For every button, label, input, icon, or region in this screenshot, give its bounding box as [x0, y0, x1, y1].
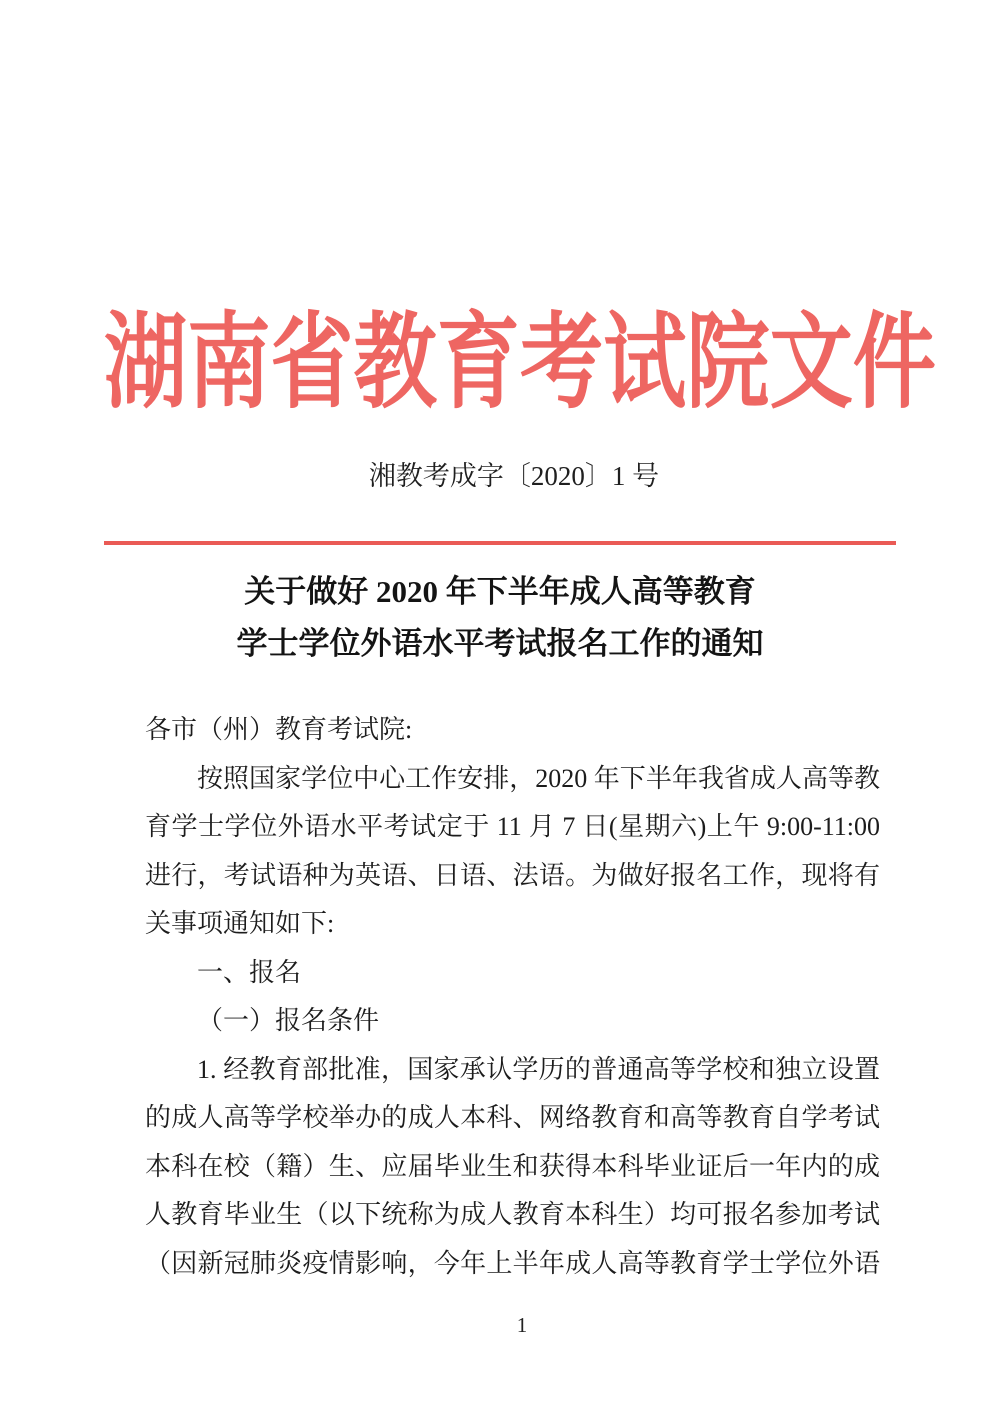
body-line: 关事项通知如下:	[145, 909, 335, 938]
red-divider-rule	[104, 541, 896, 545]
body-line: （因新冠肺炎疫情影响，今年上半年成人高等教育学士学位外语	[145, 1248, 880, 1278]
body-line: 育学士学位外语水平考试定于 11 月 7 日(星期六)上午 9:00-11:00	[145, 812, 880, 841]
page-number: 1	[516, 1313, 528, 1337]
body-line: 的成人高等学校举办的成人本科、网络教育和高等教育自学考试	[145, 1103, 880, 1132]
agency-banner	[0, 306, 1000, 422]
body-line: 人教育毕业生（以下统称为成人教育本科生）均可报名参加考试	[145, 1200, 880, 1229]
body-line: 按照国家学位中心工作安排，2020 年下半年我省成人高等教	[197, 763, 880, 793]
document-number: 湘教考成字〔2020〕1 号	[368, 461, 660, 491]
body-line: 进行，考试语种为英语、日语、法语。为做好报名工作，现将有	[145, 860, 880, 890]
body-line: 本科在校（籍）生、应届毕业生和获得本科毕业证后一年内的成	[145, 1151, 880, 1181]
notice-title-line-2: 学士学位外语水平考试报名工作的通知	[236, 626, 764, 661]
subsection-heading: （一）报名条件	[197, 1006, 380, 1035]
notice-body	[145, 706, 880, 1288]
salutation-line: 各市（州）教育考试院:	[145, 715, 413, 744]
body-line: 1. 经教育部批准，国家承认学历的普通高等学校和独立设置	[197, 1054, 880, 1084]
notice-title	[0, 566, 1000, 670]
section-heading: 一、报名	[197, 957, 302, 987]
notice-title-line-1: 关于做好 2020 年下半年成人高等教育	[244, 574, 756, 609]
agency-title: 湖南省教育考试院文件	[104, 306, 937, 421]
